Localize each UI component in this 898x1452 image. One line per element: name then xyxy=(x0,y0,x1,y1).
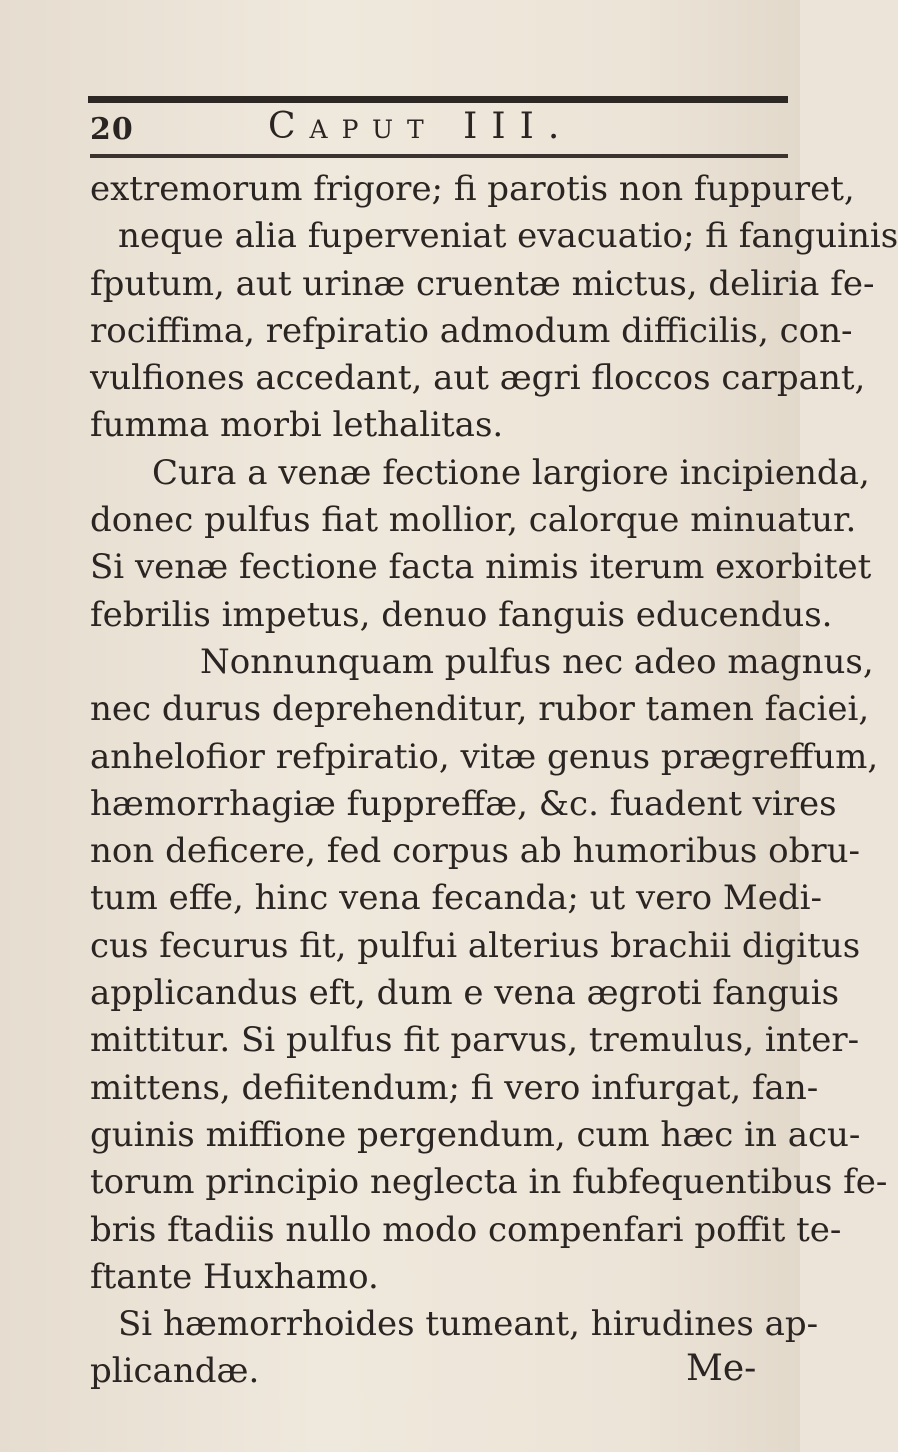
text-line: plicandæ. xyxy=(90,1351,260,1392)
text-line: febrilis impetus, denuo fanguis educendus. xyxy=(90,594,833,635)
header-rule-bottom xyxy=(90,154,788,158)
text-line: neque alia fuperveniat evacuatio; fi fanguinis xyxy=(118,216,898,257)
catchword: Me- xyxy=(686,1348,757,1389)
text-line: Si venæ fectione facta nimis iterum exorbitet xyxy=(90,547,872,588)
text-line: fputum, aut urinæ cruentæ mictus, deliria fe- xyxy=(90,263,875,304)
text-line: Cura a venæ fectione largiore incipienda, xyxy=(152,452,870,493)
body-text xyxy=(90,166,898,1396)
text-line: Nonnunquam pulfus nec adeo magnus, xyxy=(200,641,874,682)
text-line: tum effe, hinc vena fecanda; ut vero Medi- xyxy=(90,878,822,919)
text-line: bris ftadiis nullo modo compenfari poffit te- xyxy=(90,1209,842,1250)
text-line: guinis miffione pergendum, cum hæc in acu- xyxy=(90,1114,861,1155)
text-line: donec pulfus fiat mollior, calorque minuatur. xyxy=(90,500,857,541)
text-line: mittitur. Si pulfus fit parvus, tremulus, inter- xyxy=(90,1020,860,1061)
text-line: cus fecurus fit, pulfui alterius brachii digitus xyxy=(90,925,861,966)
page-number: 20 xyxy=(90,112,134,147)
text-line: extremorum frigore; fi parotis non fuppuret, xyxy=(90,169,855,209)
text-line: anhelofior refpiratio, vitæ genus prægreffum, xyxy=(90,736,879,777)
text-line: nec durus deprehenditur, rubor tamen faciei, xyxy=(90,689,870,730)
text-line: vulfiones accedant, aut ægri floccos carpant, xyxy=(90,358,866,399)
header-rule-top xyxy=(88,96,788,103)
text-line: non deficere, fed corpus ab humoribus obru- xyxy=(90,831,861,872)
text-line: applicandus eft, dum e vena ægroti fanguis xyxy=(90,973,840,1014)
text-line: fumma morbi lethalitas. xyxy=(90,405,504,446)
running-head: Caput III. xyxy=(268,106,574,147)
text-line: torum principio neglecta in fubfequentibus fe- xyxy=(90,1162,888,1203)
text-line: Si hæmorrhoides tumeant, hirudines ap- xyxy=(118,1304,819,1345)
text-line: mittens, defiitendum; fi vero infurgat, fan- xyxy=(90,1067,819,1108)
text-line: hæmorrhagiæ fuppreffæ, &c. fuadent vires xyxy=(90,783,837,824)
text-line: ftante Huxhamo. xyxy=(90,1256,379,1297)
text-line: rociffima, refpiratio admodum difficilis, con- xyxy=(90,310,853,351)
